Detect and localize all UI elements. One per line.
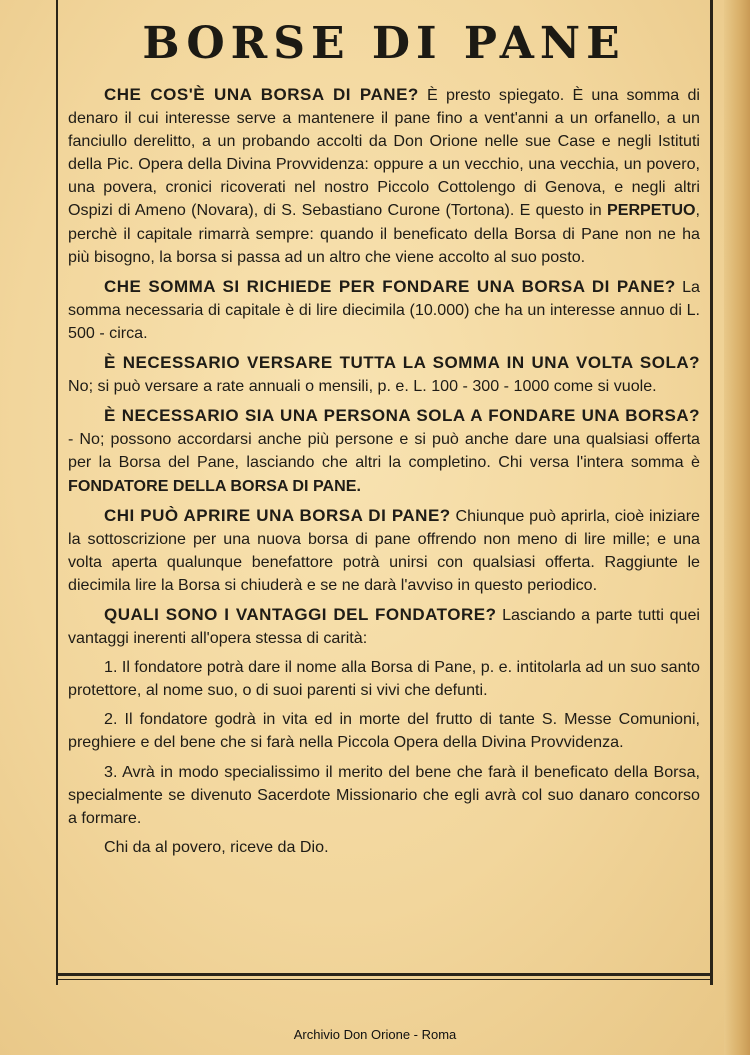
page-edge: [724, 0, 750, 1055]
answer-4-emphasis: FONDATORE DELLA BORSA DI PANE.: [68, 476, 361, 495]
section-2: [68, 275, 700, 345]
question-3: È NECESSARIO VERSARE TUTTA LA SOMMA IN UNA VOLTA SOLA?: [104, 353, 700, 373]
frame-bottom-rule-thin: [56, 979, 713, 980]
section-5: [68, 504, 700, 597]
frame-bottom-rule: [56, 973, 713, 976]
question-4: È NECESSARIO SIA UNA PERSONA SOLA A FONDARE UNA BORSA?: [104, 406, 700, 426]
frame-left-rule: [56, 0, 58, 985]
closing-line: Chi da al povero, riceve da Dio.: [104, 837, 329, 856]
section-3: [68, 351, 700, 398]
answer-1-end: , perchè il capitale rimarrà sempre: quando il beneficato della Borsa di Pane non ne ha più bisogno, la borsa si passa ad un altro che viene accolto al suo posto.: [68, 201, 700, 266]
page-title: BORSE DI PANE: [142, 18, 626, 69]
answer-1: È presto spiegato. È una somma di denaro il cui interesse serve a mantenere il pane fino a vent'anni a un orfanello, a un fanciullo derelitto, a un probando accolti da Don Orione nelle sue Case e negli Istituti della Pic. Opera della Divina Provvidenza: oppure a un vecchio, una vecchia, un povero, una povera, cronici ricoverati nel nostro Piccolo Cottolengo di Genova, e negli altri Ospizi di Ameno (Novara), di S. Sebastiano Curone (Tortona). E questo in: [68, 86, 700, 220]
section-6: [68, 603, 700, 650]
question-2: CHE SOMMA SI RICHIEDE PER FONDARE UNA BORSA DI PANE?: [104, 276, 676, 296]
question-6: QUALI SONO I VANTAGGI DEL FONDATORE?: [104, 604, 497, 624]
answer-1-emphasis: PERPETUO: [606, 201, 696, 220]
question-5: CHI PUÒ APRIRE UNA BORSA DI PANE?: [104, 505, 451, 525]
section-4: [68, 404, 700, 497]
answer-4: - No; possono accordarsi anche più persone e si può anche dare una qualsiasi offerta per la Borsa del Pane, lasciando che altri la completino. Chi versa l'intera somma è: [68, 430, 700, 472]
frame-right-rule: [710, 0, 713, 985]
advantage-2: 2. Il fondatore godrà in vita ed in morte del frutto di tante S. Messe Comunioni, preghiere e del bene che si farà nella Piccola Opera della Divina Provvidenza.: [68, 710, 700, 752]
answer-2: La somma necessaria di capitale è di lire diecimila (10.000) che ha un interesse annuo di L. 500 - circa.: [68, 277, 700, 342]
advantage-1: 1. Il fondatore potrà dare il nome alla Borsa di Pane, p. e. intitolarla ad un suo santo protettore, al nome suo, o di suoi parenti si vivi che defunti.: [68, 658, 700, 700]
question-1: CHE COS'È UNA BORSA DI PANE?: [104, 85, 419, 104]
answer-6: Lasciando a parte tutti quei vantaggi inerenti all'opera stessa di carità:: [68, 605, 701, 648]
body-text: [68, 83, 700, 865]
archive-footer: Archivio Don Orione - Roma: [293, 1027, 457, 1042]
advantage-3: 3. Avrà in modo specialissimo il merito del bene che farà il beneficato della Borsa, specialmente se divenuto Sacerdote Missionario che egli avrà col suo danaro concorso a formare.: [68, 762, 700, 827]
answer-3: No; si può versare a rate annuali o mensili, p. e. L. 100 - 300 - 1000 come si vuole.: [68, 377, 657, 396]
answer-5: Chiunque può aprirla, cioè iniziare la sottoscrizione per una nuova borsa di pane offrendo non meno di lire mille; e una volta aperta qualunque benefattore potrà unirsi con qualsiasi offerta. Raggiunte le diecimila lire la Borsa si chiuderà e se ne darà l'avviso in questo periodico.: [68, 506, 701, 594]
section-1: [68, 83, 700, 269]
